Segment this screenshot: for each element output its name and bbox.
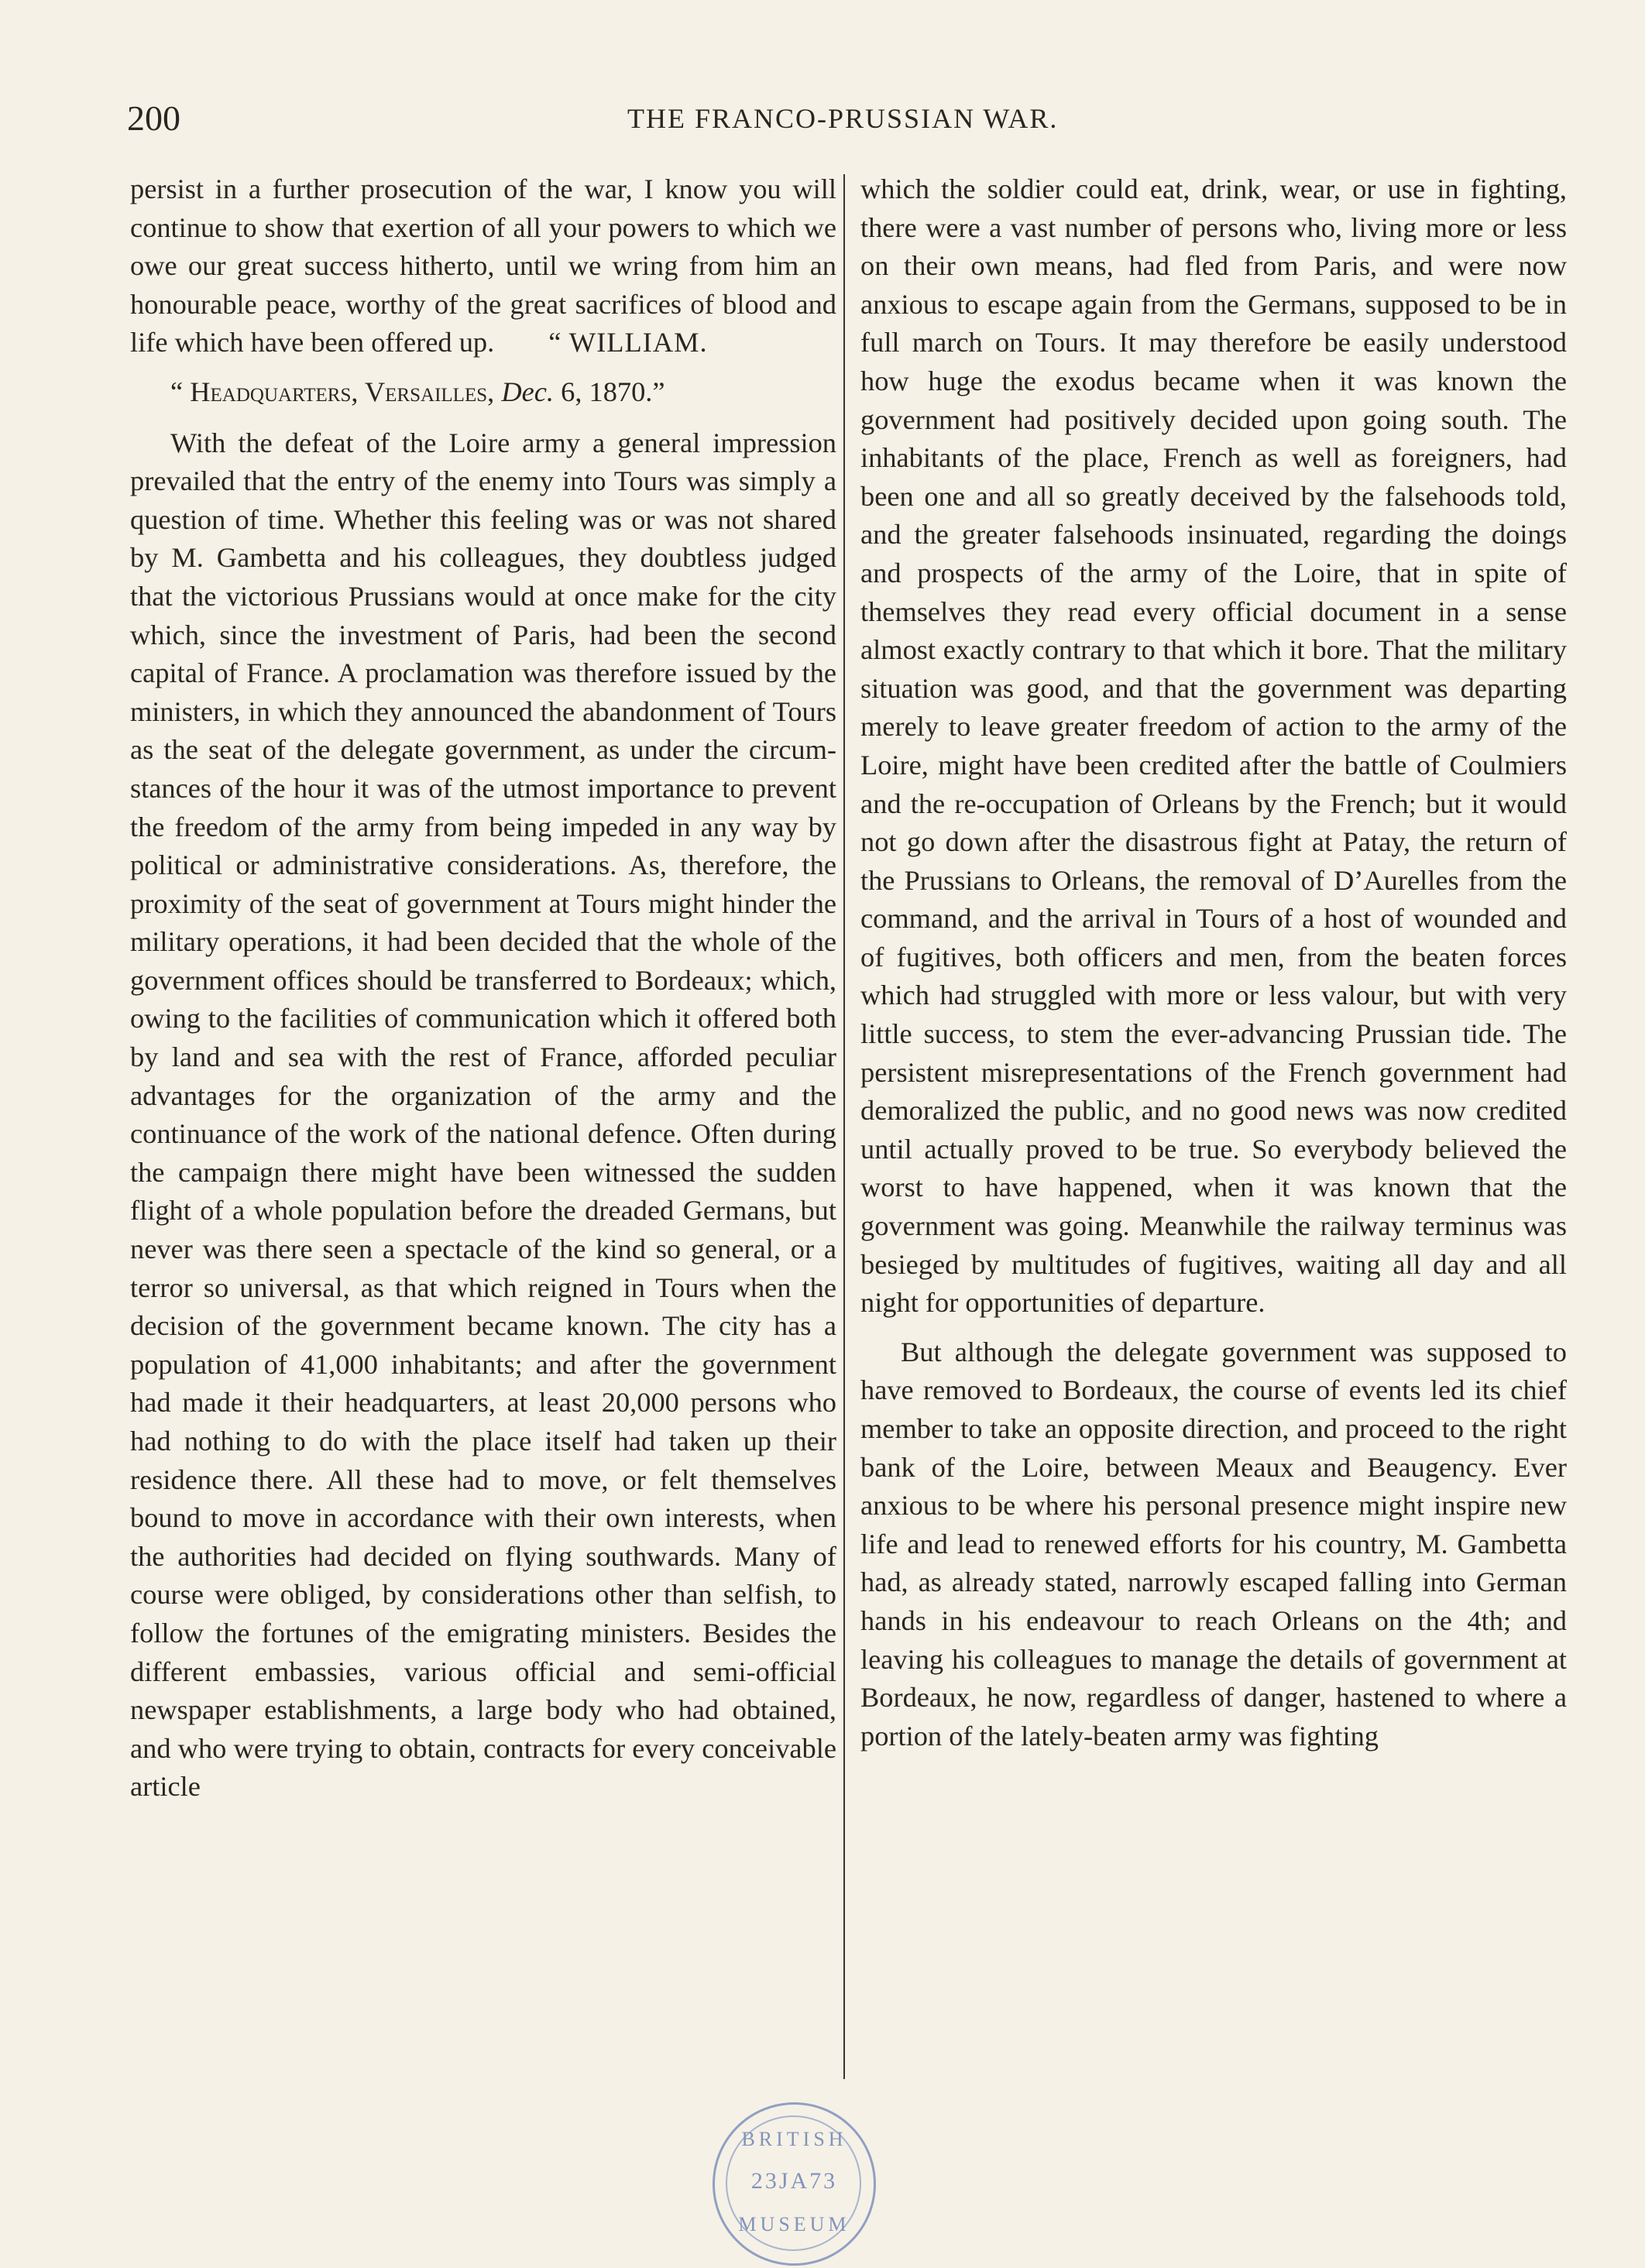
body-paragraph-continued: which the soldier could eat, drink, wear, or use in fighting, there were a vast number of persons who, living more or less on their own means, had fled from Paris, and were now anxious to escape again from the Germans, supposed to be in full march on Tours. It may therefore be easily understood how huge the exodus became when it was known the government had positively decided upon going south. The inhabitants of the place, French as well as foreigners, had been one and all so greatly deceived by the falsehoods told, and the greater falsehoods insinuated, regarding the doings and prospects of the army of the Loire, that in spite of themselves they read every official document in a sense almost exactly contrary to that which it bore. That the military situation was good, and that the government was departing merely to leave greater freedom of action to the army of the Loire, might have been credited after the battle of Coulmiers and the re-occupation of Orleans by the French; but it would not go down after the disastrous fight at Patay, the return of the Prussians to Orleans, the removal of D’Aurelles from the command, and the arrival in Tours of a host of wounded and of fugitives, both officers and men, from the beaten forces which had struggled with more or less valour, but with very little success, to stem the ever-advancing Prussian tide. The persistent misrepresentations of the French government had demoralized the public, and no good news was now credited until actually proved to be true. So everybody believed the worst to have happened, when it was known that the government was going. Meanwhile the railway terminus was besieged by multitudes of fugitives, waiting all day and all night for opportunities of departure. [860,173,1567,1319]
page-header [0,91,1645,146]
page-number: 200 [127,98,180,138]
running-title: THE FRANCO-PRUSSIAN WAR. [627,103,1059,134]
stamp-top-text: BRITISH [741,2128,847,2150]
body-paragraph: With the defeat of the Loire army a general impression prevailed that the entry of the enemy into Tours was simply a question of time. Whether this feeling was or was not shared by M. Gambetta and his colleagues, they doubtless judged that the victorious Prussians would at once make for the city which, since the investment of Paris, had been the second capital of France. A proclamation was therefore issued by the ministers, in which they announced the abandonment of Tours as the seat of the delegate government, as under the circumstances of the hour it was of the utmost importance to prevent the freedom of the army from being impeded in any way by political or administrative considerations. As, therefore, the proximity of the seat of government at Tours might hinder the military operations, it had been decided that the whole of the government offices should be transferred to Bordeaux; which, owing to the facilities of communication which it offered both by land and sea with the rest of France, afforded peculiar advantages for the organization of the army and the continuance of the work of the national defence. Often during the campaign there might have been witnessed the sudden flight of a whole population before the dreaded Germans, but never was there seen a spectacle of the kind so general, or a terror so universal, as that which reigned in Tours when the decision of the government became known. The city has a population of 41,000 inhabitants; and after the government had made it their headquarters, at least 20,000 persons who had nothing to do with the place itself had taken up their residence there. All these had to move, or felt themselves bound to move in accordance with their own interests, when the authorities had decided on flying southwards. Many of course were obliged, by considerations other than selfish, to follow the fortunes of the emigrating ministers. Besides the different embassies, various official and semi-official newspaper establishments, a large body who had obtained, and who were trying to obtain, contracts for every conceivable article [130,427,836,1803]
column-divider [843,174,845,2079]
stamp-bottom-text: MUSEUM [738,2213,850,2235]
left-column [130,170,836,2083]
stamp-date: 23JA73 [750,2168,838,2194]
signature: “ WILLIAM. [548,327,708,359]
right-column [860,170,1567,2083]
dateline-place: Headquarters, Versailles, [190,376,495,407]
letter-closing-text: persist in a further prosecution of the war, I know you will continue to show that exertion of all your powers to which we owe our great success hitherto, until we wring from him an honourable peace, worthy of the great sacrifices of blood and life which have been offered up. “ WILLIAM. [130,173,836,359]
dateline-month: Dec. [501,376,555,407]
body-paragraph: But although the delegate government was supposed to have removed to Bordeaux, the course of events led its chief member to take an opposite direction, and proceed to the right bank of the Loire, between Meaux and Beaugency. Ever anxious to be where his personal presence might inspire new life and lead to renewed efforts for his country, M. Gambetta had, as already stated, narrowly escaped falling into German hands in his endeavour to reach Orleans on the 4th; and leaving his colleagues to manage the details of government at Bordeaux, he now, regardless of danger, hastened to where a portion of the lately-beaten army was fighting [860,1336,1567,1752]
library-stamp [713,2102,876,2266]
letter-dateline: “ Headquarters, Versailles, Dec. 6, 1870.” [170,376,665,407]
